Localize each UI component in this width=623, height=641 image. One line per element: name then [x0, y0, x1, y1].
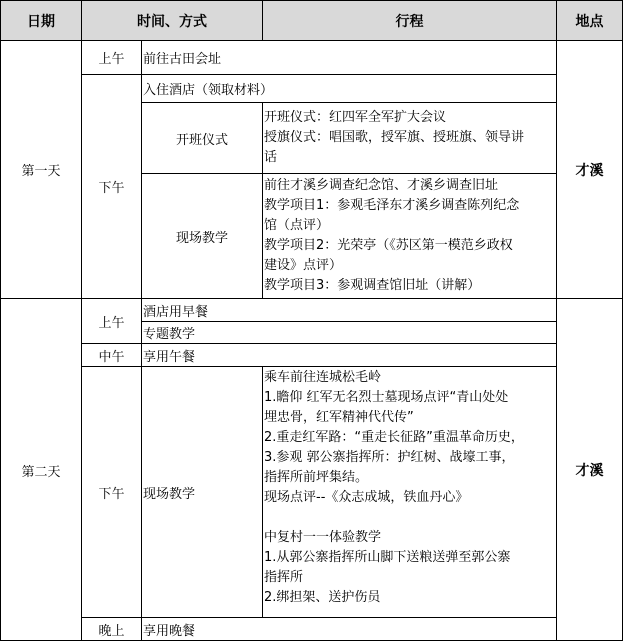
- day1-location: 才溪: [575, 162, 604, 179]
- line: 授旗仪式：唱国歌，授军旗、授班旗、领导讲: [264, 130, 525, 145]
- header-location: 地点: [557, 1, 622, 40]
- rule: [81, 617, 557, 618]
- rule: [81, 343, 557, 344]
- rule: [0, 0, 1, 641]
- day2-label: 第二天: [21, 464, 61, 480]
- rule: [141, 40, 142, 641]
- line: 中复村一一体验教学: [264, 530, 382, 545]
- day2-evening-time: 晚上: [98, 624, 125, 639]
- line: 教学项目2：光荣亭（《苏区第一模范乡政权: [264, 238, 513, 253]
- line: 教学项目3：参观调查馆旧址（讲解）: [264, 278, 481, 293]
- line: 3.参观 郭公寨指挥所：护红树、战壕工事，: [264, 450, 515, 465]
- line: 乘车前往连城松毛岭: [264, 370, 382, 385]
- day1-ceremony-lines: [264, 108, 524, 168]
- day2-afternoon-time: 下午: [98, 486, 125, 502]
- day1-afternoon-time: 下午: [98, 181, 125, 196]
- line: [264, 508, 524, 528]
- rule: [0, 0, 623, 1]
- rule: [141, 173, 557, 174]
- day2-location: 才溪: [575, 463, 604, 479]
- rule: [141, 321, 557, 322]
- line: 1.瞻仰 红军无名烈士墓现场点评“青山处处: [264, 390, 509, 405]
- rule: [556, 0, 557, 641]
- line: 话: [264, 150, 278, 165]
- day1-field-method: 现场教学: [175, 230, 228, 246]
- day2-lecture: 专题教学: [143, 327, 196, 342]
- line: 1.从郭公寨指挥所山脚下送粮送弹至郭公寨: [264, 550, 511, 565]
- line: 馆（点评）: [264, 218, 330, 233]
- rule: [262, 0, 263, 41]
- line: 建设》点评）: [264, 258, 343, 273]
- day2-breakfast: 酒店用早餐: [143, 305, 209, 320]
- day1-morning-time: 上午: [98, 52, 125, 67]
- line: 2.重走红军路：“重走长征路”重温革命历史，: [264, 430, 524, 445]
- header-date: 日期: [1, 1, 81, 40]
- day1-morning-item: 前往古田会址: [143, 52, 222, 67]
- line: 开班仪式：红四军全军扩大会议: [264, 110, 447, 125]
- rule: [81, 0, 82, 641]
- line: 指挥所前坪集结。: [264, 470, 369, 485]
- day1-field-lines: [264, 176, 519, 296]
- rule: [0, 298, 623, 299]
- day2-morning-time: 上午: [98, 316, 125, 331]
- rule: [81, 366, 557, 367]
- day1-checkin: 入住酒店（领取材料）: [143, 83, 274, 98]
- header-time-method: 时间、方式: [82, 1, 262, 40]
- day1-ceremony-method: 开班仪式: [175, 132, 228, 148]
- line: 前往才溪乡调查纪念馆、才溪乡调查旧址: [264, 178, 499, 193]
- rule: [141, 102, 557, 103]
- day1-label: 第一天: [21, 164, 61, 179]
- rule: [262, 102, 263, 299]
- day2-lunch: 享用午餐: [143, 350, 196, 365]
- day2-noon-time: 中午: [98, 350, 125, 365]
- line: 现场点评--《众志成城，铁血丹心》: [264, 490, 469, 505]
- day2-field-lines: [264, 368, 524, 608]
- day2-field-method: 现场教学: [143, 486, 196, 502]
- day2-dinner: 享用晚餐: [143, 624, 196, 639]
- line: 指挥所: [264, 570, 304, 585]
- line: 2.绑担架、送护伤员: [264, 590, 381, 605]
- line: 埋忠骨，红军精神代代传”: [264, 410, 414, 425]
- header-itinerary: 行程: [263, 1, 556, 40]
- line: 教学项目1：参观毛泽东才溪乡调查陈列纪念: [264, 198, 520, 213]
- rule: [0, 40, 623, 41]
- rule: [262, 366, 263, 618]
- rule: [81, 74, 557, 75]
